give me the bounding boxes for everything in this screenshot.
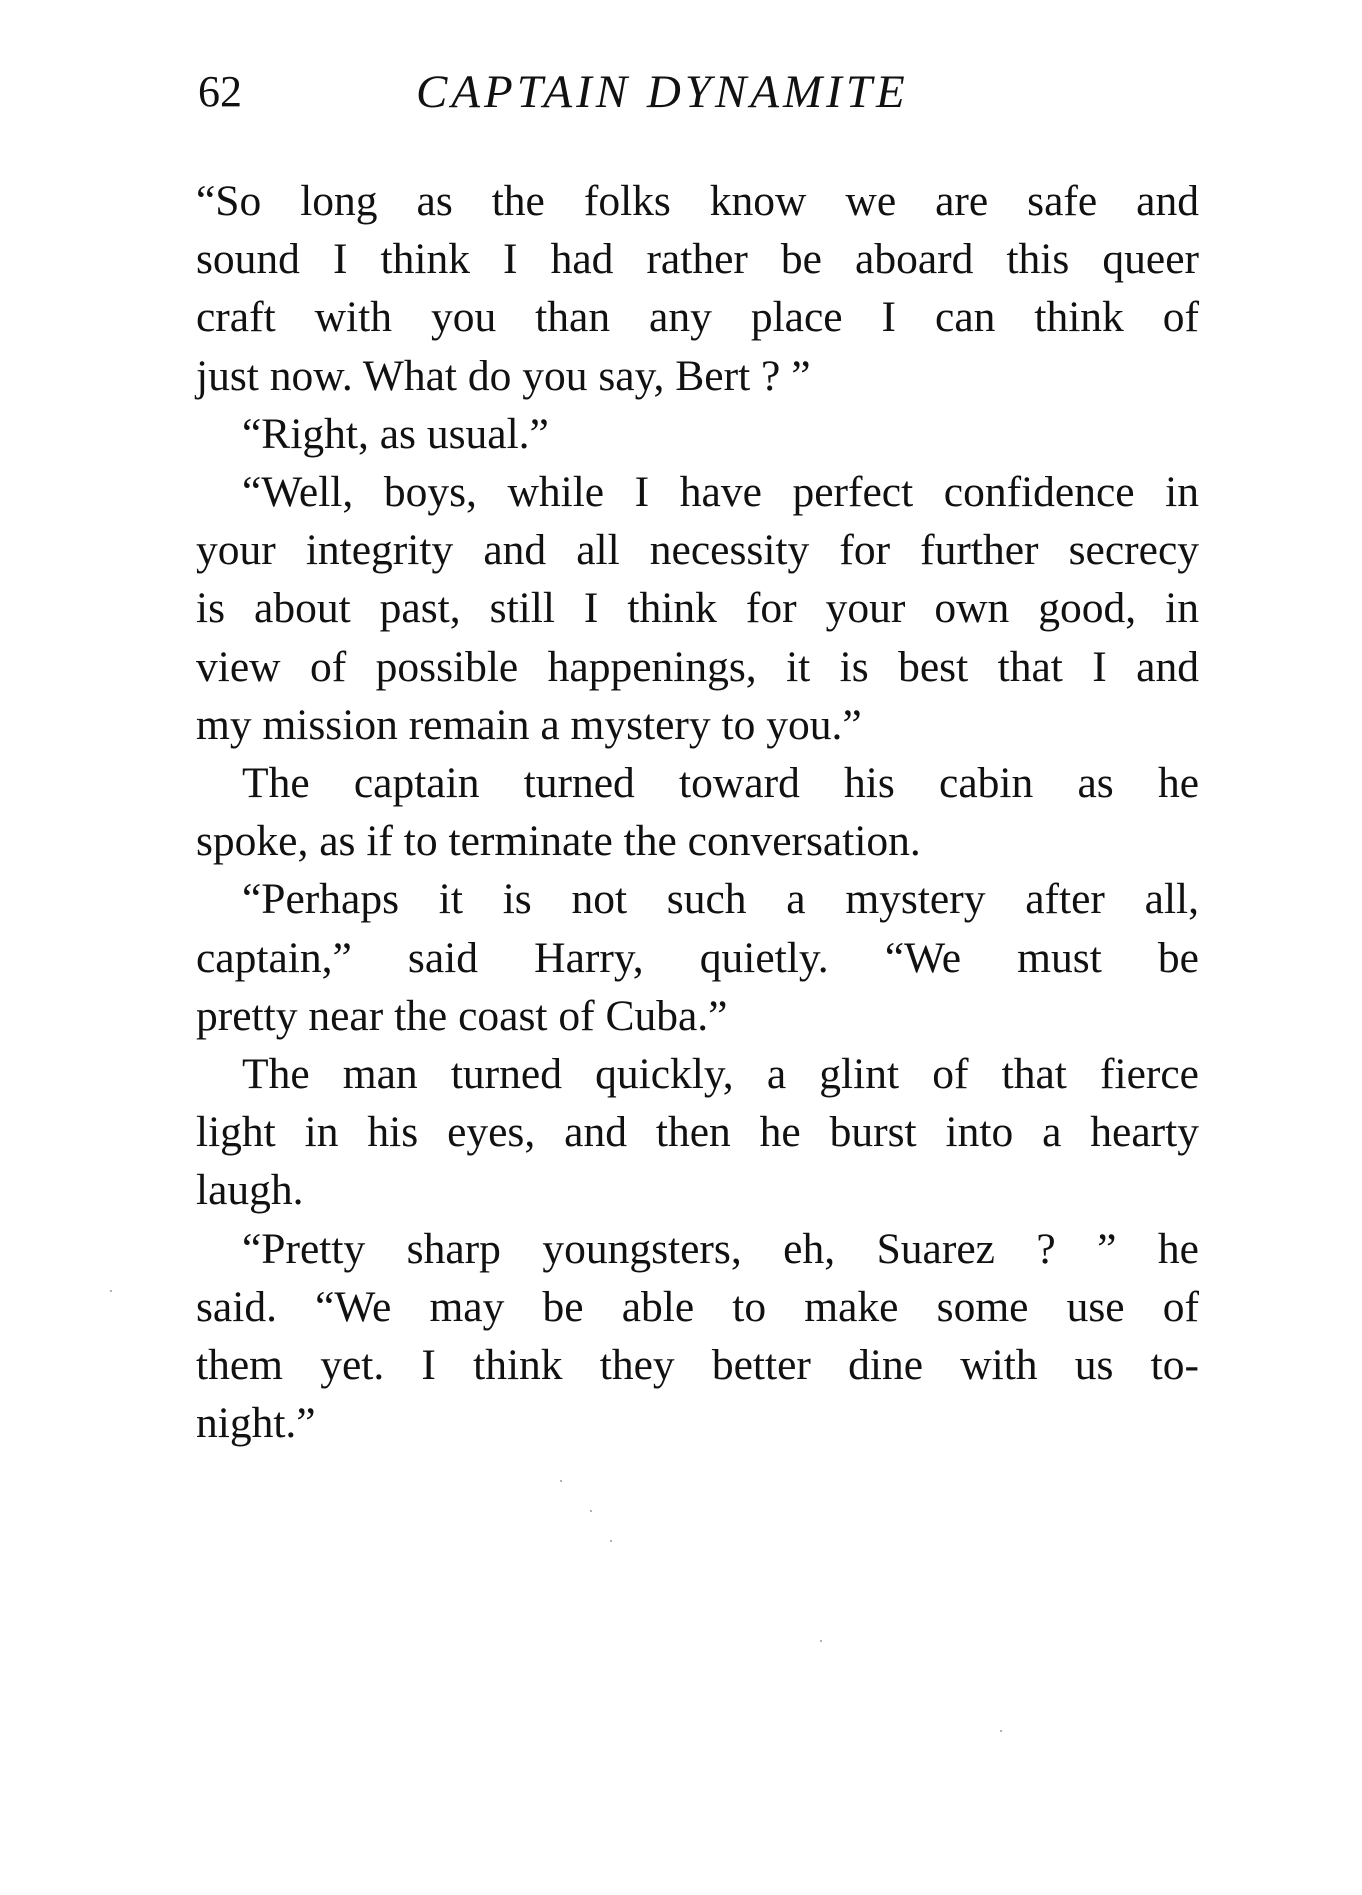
text-line: night.”: [196, 1399, 316, 1448]
text-line: “Perhaps it is not such a mystery after all,: [242, 875, 1199, 924]
text-line: pretty near the coast of Cuba.”: [196, 991, 728, 1040]
text-line: “Well, boys, while I have perfect confidence in: [242, 468, 1199, 517]
text-line: just now. What do you say, Bert ? ”: [196, 351, 811, 400]
text-line: craft with you than any place I can think of: [196, 293, 1199, 342]
scan-speck: [820, 1640, 822, 1642]
text-line: laugh.: [196, 1166, 304, 1215]
text-line: them yet. I think they better dine with us to-: [196, 1341, 1199, 1390]
scan-speck: [590, 1510, 592, 1512]
scan-speck: [610, 1540, 612, 1542]
text-line: spoke, as if to terminate the conversation.: [196, 817, 921, 866]
text-line: your integrity and all necessity for further secrecy: [196, 526, 1199, 575]
page-number: 62: [198, 67, 242, 116]
text-line: captain,” said Harry, quietly. “We must be: [196, 933, 1199, 982]
text-line: “Right, as usual.”: [242, 409, 549, 458]
text-line: “Pretty sharp youngsters, eh, Suarez ? ” he: [242, 1224, 1199, 1273]
text-line: sound I think I had rather be aboard this queer: [196, 235, 1199, 284]
text-line: light in his eyes, and then he burst into a hearty: [196, 1108, 1199, 1157]
scan-speck: [1000, 1730, 1002, 1732]
text-line: said. “We may be able to make some use of: [196, 1282, 1199, 1331]
text-line: The man turned quickly, a glint of that fierce: [242, 1050, 1199, 1099]
scan-speck: [560, 1480, 562, 1482]
text-line: my mission remain a mystery to you.”: [196, 700, 862, 749]
running-title: CAPTAIN DYNAMITE: [416, 66, 909, 118]
page-header: [198, 62, 1198, 132]
body-text: [196, 172, 1199, 1452]
text-line: view of possible happenings, it is best that I and: [196, 642, 1199, 691]
text-line: The captain turned toward his cabin as he: [242, 759, 1199, 808]
text-line: is about past, still I think for your own good, in: [196, 584, 1199, 633]
text-line: “So long as the folks know we are safe and: [196, 177, 1199, 225]
scan-speck: [110, 1290, 112, 1292]
